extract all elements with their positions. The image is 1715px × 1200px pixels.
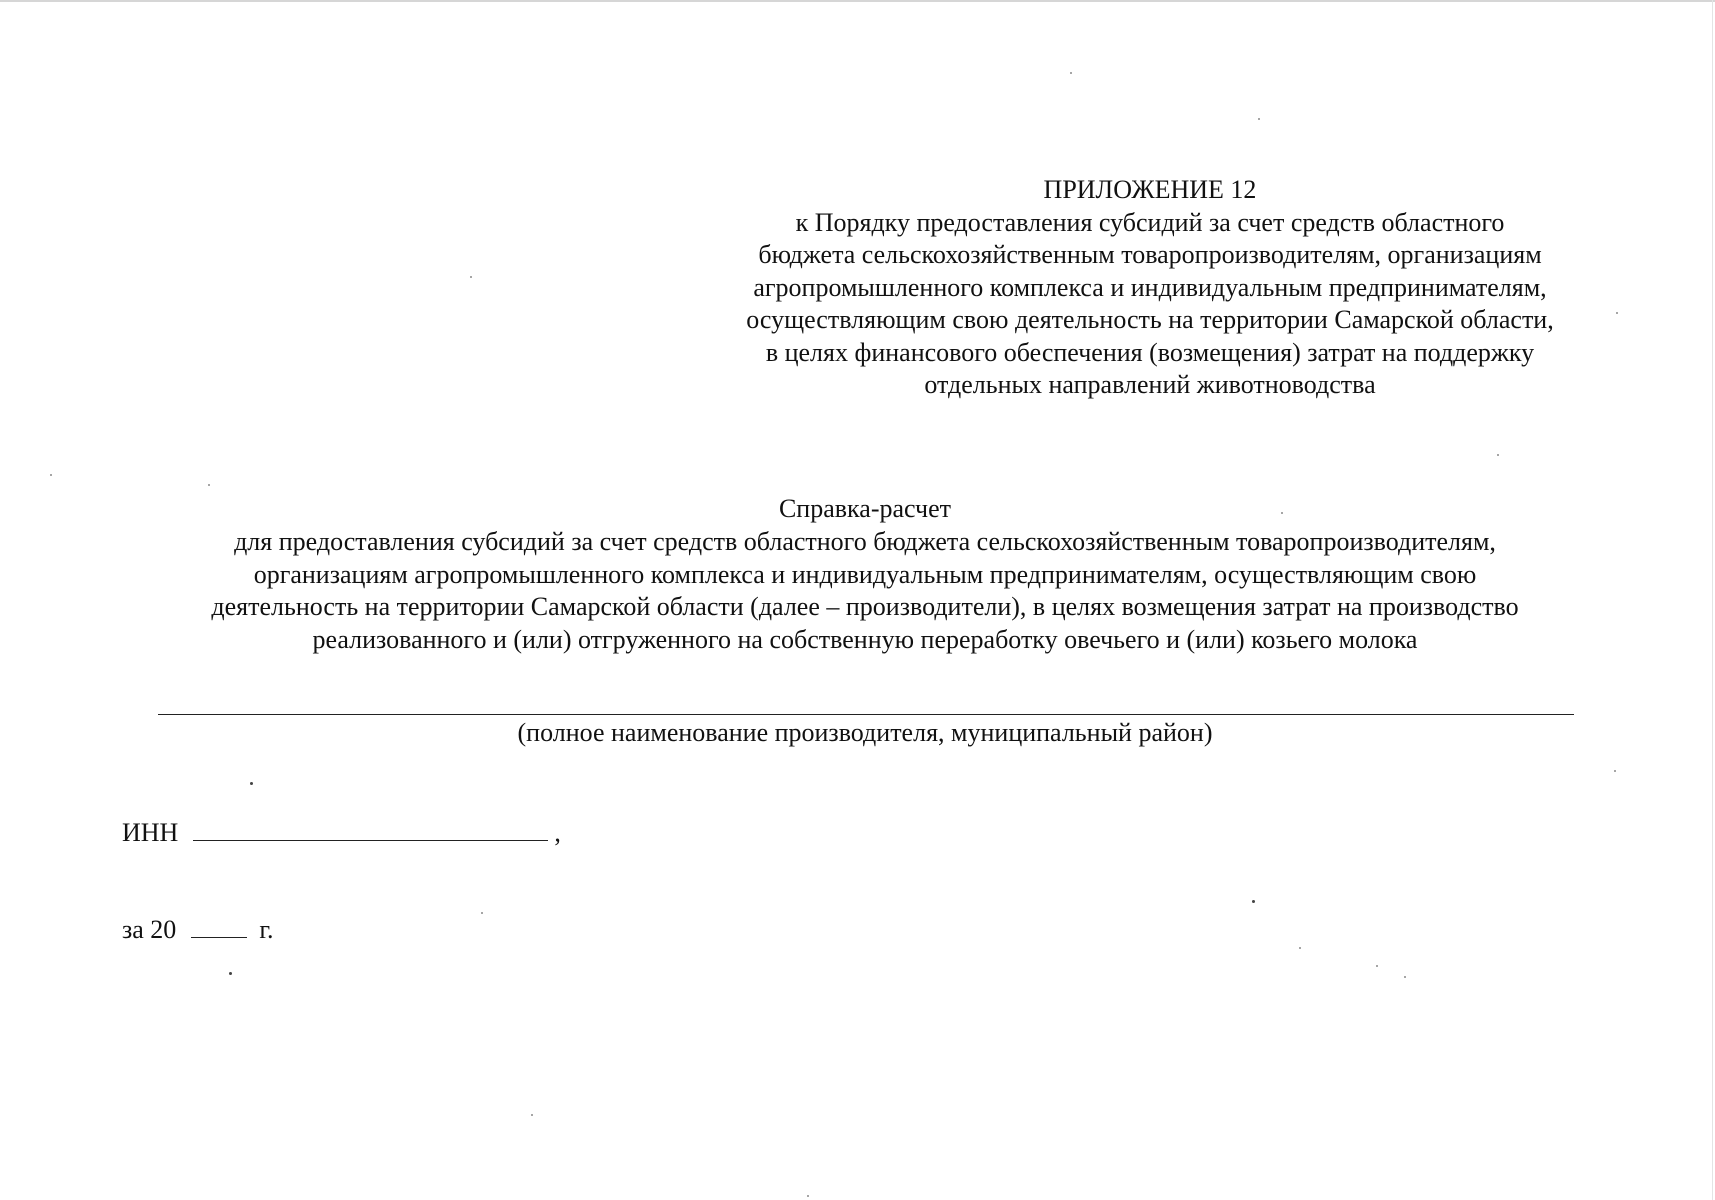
- scan-speck: [807, 1195, 809, 1197]
- document-title: Справка-расчет: [778, 494, 952, 523]
- inn-comma: ,: [554, 818, 561, 847]
- year-prefix: за 20: [122, 915, 177, 944]
- scan-speck: [1070, 72, 1072, 74]
- scan-speck: [208, 484, 210, 486]
- description-line: для предоставления субсидий за счет средств областного бюджета сельскохозяйственным товаропроизводителям,: [234, 527, 1496, 556]
- year-row: [122, 913, 274, 946]
- appendix-line: бюджета сельскохозяйственным товаропроизводителям, организациям: [758, 240, 1542, 269]
- description-line: реализованного и (или) отгруженного на собственную переработку овечьего и (или) козьего молока: [312, 624, 1418, 654]
- scan-speck: [50, 474, 52, 476]
- producer-name-field[interactable]: [158, 714, 1574, 715]
- year-suffix: г.: [259, 915, 274, 944]
- appendix-header: [690, 174, 1610, 402]
- scan-speck: [1258, 118, 1260, 120]
- scan-speck: [470, 276, 472, 278]
- appendix-line: осуществляющим свою деятельность на территории Самарской области,: [746, 305, 1554, 334]
- scan-speck: [1252, 900, 1255, 903]
- appendix-title: ПРИЛОЖЕНИЕ 12: [1043, 175, 1257, 204]
- appendix-line: к Порядку предоставления субсидий за счет средств областного: [795, 207, 1505, 237]
- year-field[interactable]: [191, 913, 247, 938]
- scan-speck: [1616, 312, 1618, 314]
- scan-speck: [481, 912, 483, 914]
- scan-speck: [1404, 976, 1406, 978]
- scan-speck: [250, 782, 253, 785]
- scan-speck: [1299, 947, 1301, 949]
- appendix-line: отдельных направлений животноводства: [924, 370, 1376, 399]
- producer-name-caption: (полное наименование производителя, муниципальный район): [517, 718, 1213, 747]
- appendix-line: в целях финансового обеспечения (возмещения) затрат на поддержку: [765, 337, 1535, 367]
- scan-speck: [1281, 512, 1283, 514]
- document-description: [100, 526, 1630, 656]
- inn-row: [122, 816, 561, 849]
- scan-edge-top: [0, 0, 1715, 2]
- scan-speck: [229, 972, 232, 975]
- scan-speck: [1376, 965, 1378, 967]
- description-line: организациям агропромышленного комплекса и индивидуальным предпринимателям, осуществляющим свою: [253, 559, 1477, 589]
- appendix-line: агропромышленного комплекса и индивидуальным предпринимателям,: [753, 272, 1547, 302]
- inn-label: ИНН: [122, 818, 179, 847]
- scan-speck: [1497, 454, 1499, 456]
- inn-field[interactable]: [193, 816, 548, 841]
- scan-speck: [1614, 770, 1616, 772]
- scan-speck: [531, 1114, 533, 1116]
- scan-edge-right: [1712, 0, 1713, 1200]
- description-line: деятельность на территории Самарской области (далее – производители), в целях возмещения затрат на производство: [211, 592, 1519, 621]
